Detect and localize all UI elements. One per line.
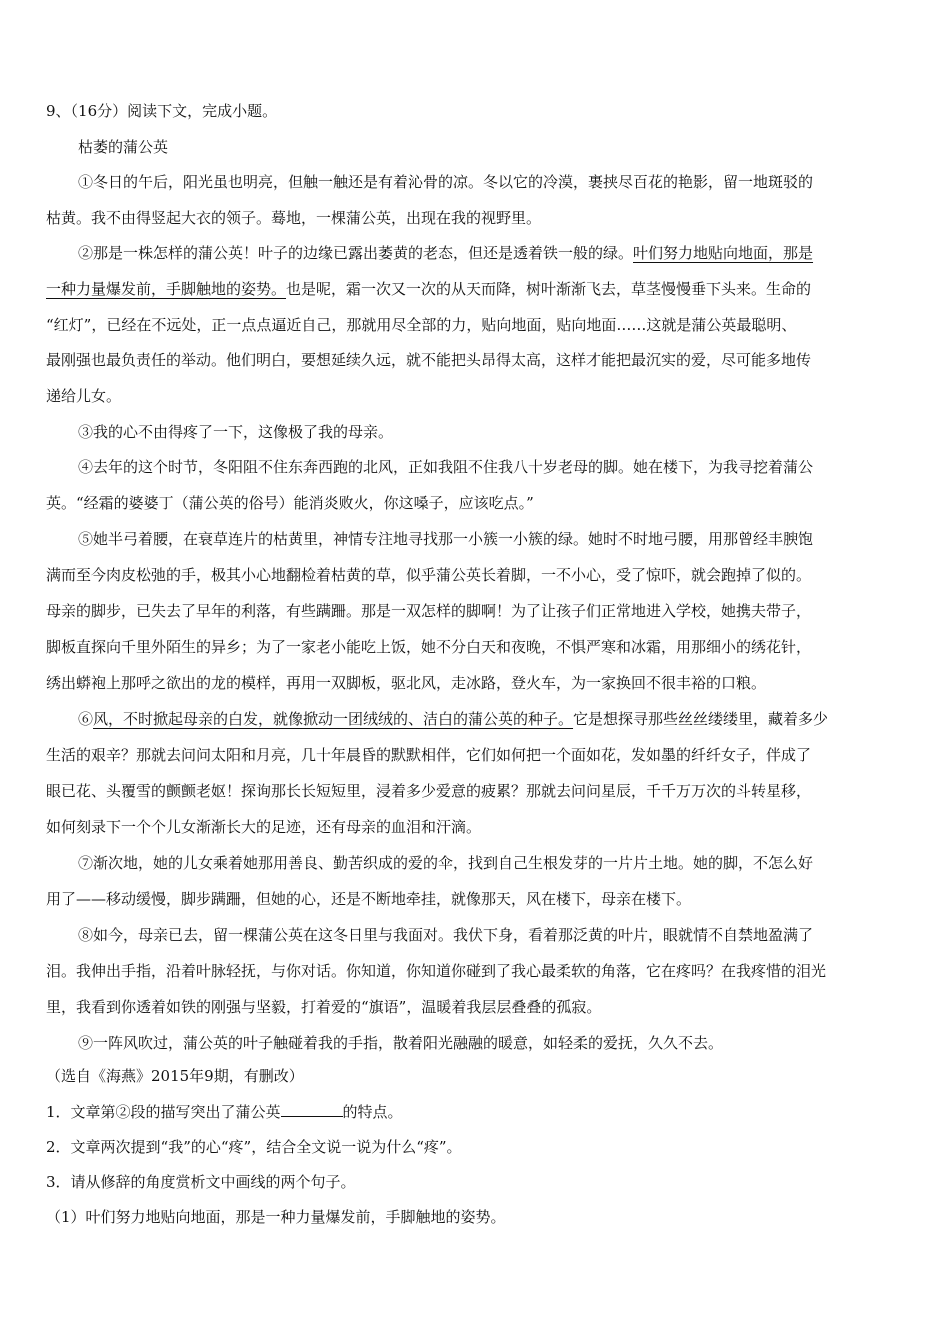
paragraph-6-number: ⑥ bbox=[78, 710, 94, 728]
paragraph-3: ③我的心不由得疼了一下，这像极了我的母亲。 bbox=[78, 423, 394, 441]
paragraph-6-line-1 bbox=[78, 709, 906, 729]
paragraph-8-line-1: ⑧如今，母亲已去，留一棵蒲公英在这冬日里与我面对。我伏下身，看着那泛黄的叶片，眼就情不自禁地盈满了 bbox=[78, 926, 814, 944]
paragraph-6-line-4: 如何刻录下一个个儿女渐渐长大的足迹，还有母亲的血泪和汗滴。 bbox=[46, 818, 482, 836]
underlined-sentence-2: 风，不时掀起母亲的白发，就像掀动一团绒绒的、洁白的蒲公英的种子。 bbox=[93, 710, 574, 728]
question-header: 9、（16分）阅读下文，完成小题。 bbox=[46, 102, 278, 120]
paragraph-4-line-2: 英。“经霜的婆婆丁（蒲公英的俗号）能消炎败火，你这嗓子，应该吃点。” bbox=[46, 494, 534, 512]
question-3-sub-1: （1）叶们努力地贴向地面，那是一种力量爆发前，手脚触地的姿势。 bbox=[46, 1208, 506, 1226]
paragraph-5-line-2: 满而至今肉皮松弛的手，极其小心地翻检着枯黄的草，似乎蒲公英长着脚，一不小心，受了惊吓，就会跑掉了似的。 bbox=[46, 566, 812, 584]
paragraph-7-line-2: 用了——移动缓慢，脚步蹒跚，但她的心，还是不断地牵挂，就像那天，风在楼下，母亲在楼下。 bbox=[46, 890, 692, 908]
paragraph-5-line-1: ⑤她半弓着腰，在衰草连片的枯黄里，神情专注地寻找那一小簇一小簇的绿。她时不时地弓腰，用那曾经丰腴饱 bbox=[78, 530, 814, 548]
question-1 bbox=[46, 1102, 906, 1122]
paragraph-2-text: 也是呢，霜一次又一次的从天而降，树叶渐渐飞去，草茎慢慢垂下头来。生命的 bbox=[286, 280, 812, 298]
paragraph-8-line-3: 里，我看到你透着如铁的刚强与坚毅，打着爱的“旗语”，温暖着我层层叠叠的孤寂。 bbox=[46, 998, 602, 1016]
underlined-sentence-1-part-1: 叶们努力地贴向地面，那是 bbox=[633, 244, 814, 262]
paragraph-7-line-1: ⑦渐次地，她的儿女乘着她那用善良、勤苦织成的爱的伞，找到自己生根发芽的一片片土地。她的脚，不怎么好 bbox=[78, 854, 814, 872]
paragraph-5-line-3: 母亲的脚步，已失去了早年的利落，有些蹒跚。那是一双怎样的脚啊！为了让孩子们正常地进入学校，她携夫带子， bbox=[46, 602, 812, 620]
paragraph-6-line-2: 生活的艰辛？那就去问问太阳和月亮，几十年晨昏的默默相伴，它们如何把一个面如花，发如墨的纤纤女子，伴成了 bbox=[46, 746, 812, 764]
paragraph-2-line-1 bbox=[78, 243, 906, 263]
paragraph-4-line-1: ④去年的这个时节，冬阳阻不住东奔西跑的北风，正如我阻不住我八十岁老母的脚。她在楼下，为我寻挖着蒲公 bbox=[78, 458, 814, 476]
paragraph-9: ⑨一阵风吹过，蒲公英的叶子触碰着我的手指，散着阳光融融的暖意，如轻柔的爱抚，久久不去。 bbox=[78, 1034, 724, 1052]
paragraph-6-line-3: 眼已花、头覆雪的颤颤老妪！探询那长长短短里，浸着多少爱意的疲累？那就去问问星辰，千千万万次的斗转星移， bbox=[46, 782, 812, 800]
paragraph-1-line-1: ①冬日的午后，阳光虽也明亮，但触一触还是有着沁骨的凉。冬以它的冷漠，裹挟尽百花的艳影，留一地斑驳的 bbox=[78, 173, 814, 191]
paragraph-5-line-5: 绣出蟒袍上那呼之欲出的龙的模样，再用一双脚板，驱北风，走冰路，登火车，为一家换回不很丰裕的口粮。 bbox=[46, 674, 767, 692]
paragraph-8-line-2: 泪。我伸出手指，沿着叶脉轻抚，与你对话。你知道，你知道你碰到了我心最柔软的角落，它在疼吗？在我疼惜的泪光 bbox=[46, 962, 827, 980]
question-1-suffix: 的特点。 bbox=[342, 1103, 403, 1121]
paragraph-2-line-5: 递给儿女。 bbox=[46, 387, 122, 405]
answer-blank[interactable] bbox=[281, 1102, 343, 1117]
paragraph-5-line-4: 脚板直探向千里外陌生的异乡；为了一家老小能吃上饭，她不分白天和夜晚，不惧严寒和冰霜，用那细小的绣花针， bbox=[46, 638, 812, 656]
underlined-sentence-1-part-2: 一种力量爆发前，手脚触地的姿势。 bbox=[46, 280, 287, 298]
paragraph-2-text: ②那是一株怎样的蒲公英！叶子的边缘已露出萎黄的老态，但还是透着铁一般的绿。 bbox=[78, 244, 634, 262]
paragraph-2-line-4: 最刚强也最负责任的举动。他们明白，要想延续久远，就不能把头昂得太高，这样才能把最沉实的爱，尽可能多地传 bbox=[46, 351, 812, 369]
question-3: 3．请从修辞的角度赏析文中画线的两个句子。 bbox=[46, 1173, 356, 1191]
paragraph-1-line-2: 枯黄。我不由得竖起大衣的领子。蓦地，一棵蒲公英，出现在我的视野里。 bbox=[46, 209, 542, 227]
passage-title: 枯萎的蒲公英 bbox=[78, 138, 169, 156]
paragraph-6-text: 它是想探寻那些丝丝缕缕里，藏着多少 bbox=[573, 710, 829, 728]
question-2: 2．文章两次提到“我”的心“疼”，结合全文说一说为什么“疼”。 bbox=[46, 1138, 462, 1156]
paragraph-2-line-2 bbox=[46, 279, 906, 299]
source-note: （选自《海燕》2015年9期，有删改） bbox=[46, 1067, 304, 1085]
question-1-prompt: 1．文章第②段的描写突出了蒲公英 bbox=[46, 1103, 281, 1121]
paragraph-2-line-3: “红灯”，已经在不远处，正一点点逼近自己，那就用尽全部的力，贴向地面，贴向地面……这就是蒲公英最聪明、 bbox=[46, 316, 797, 334]
